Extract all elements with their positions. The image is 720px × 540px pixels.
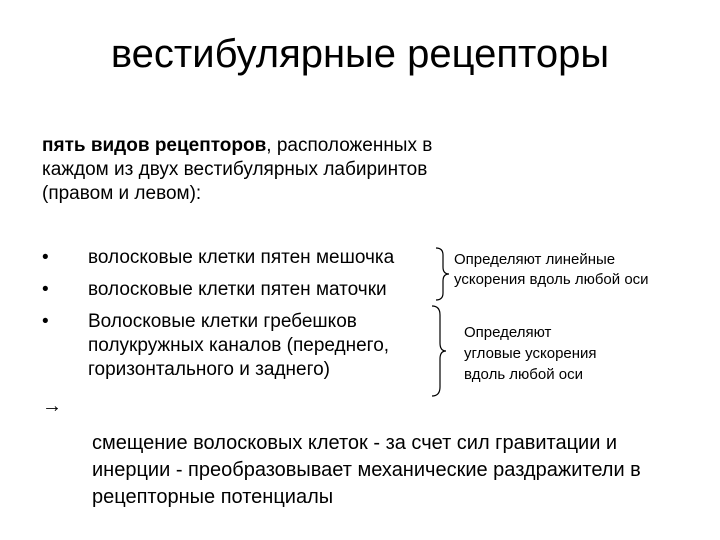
intro-rest: , расположенных в каждом из двух вестибулярных лабиринтов (правом и левом):: [42, 135, 433, 204]
right-arrow-icon: →: [42, 395, 62, 417]
note-line: угловые ускорения: [464, 345, 597, 362]
bullet-item-cristae: [88, 310, 389, 382]
intro-paragraph: [42, 134, 462, 206]
bullet-item-sacculus: волосковые клетки пятен мешочка: [88, 247, 395, 268]
bullet-marker: •: [42, 279, 49, 300]
conclusion-text: смещение волосковых клеток - за счет сил гравитации и инерции - преобразовывает механические раздражители в рецепторные потенциалы: [92, 432, 641, 508]
bullet-line: горизонтального и заднего): [88, 359, 330, 380]
bullet-line: Волосковые клетки гребешков: [88, 311, 357, 332]
note-line: ускорения вдоль любой оси: [454, 271, 649, 288]
bullet-item-utriculus: волосковые клетки пятен маточки: [88, 279, 387, 300]
brace-linear-icon: [434, 247, 450, 301]
slide-title: вестибулярные рецепторы: [110, 32, 610, 76]
note-line: Определяют линейные: [454, 251, 616, 268]
bullet-line: полукружных каналов (переднего,: [88, 335, 390, 356]
intro-bold: пять видов рецепторов: [42, 135, 267, 156]
bullet-marker: •: [42, 247, 49, 268]
note-linear-acceleration: [454, 250, 649, 290]
brace-angular-icon: [430, 305, 448, 397]
bullet-marker: •: [42, 311, 49, 332]
note-line: Определяют: [464, 324, 552, 341]
note-angular-acceleration: [464, 322, 597, 385]
note-line: вдоль любой оси: [464, 366, 584, 383]
